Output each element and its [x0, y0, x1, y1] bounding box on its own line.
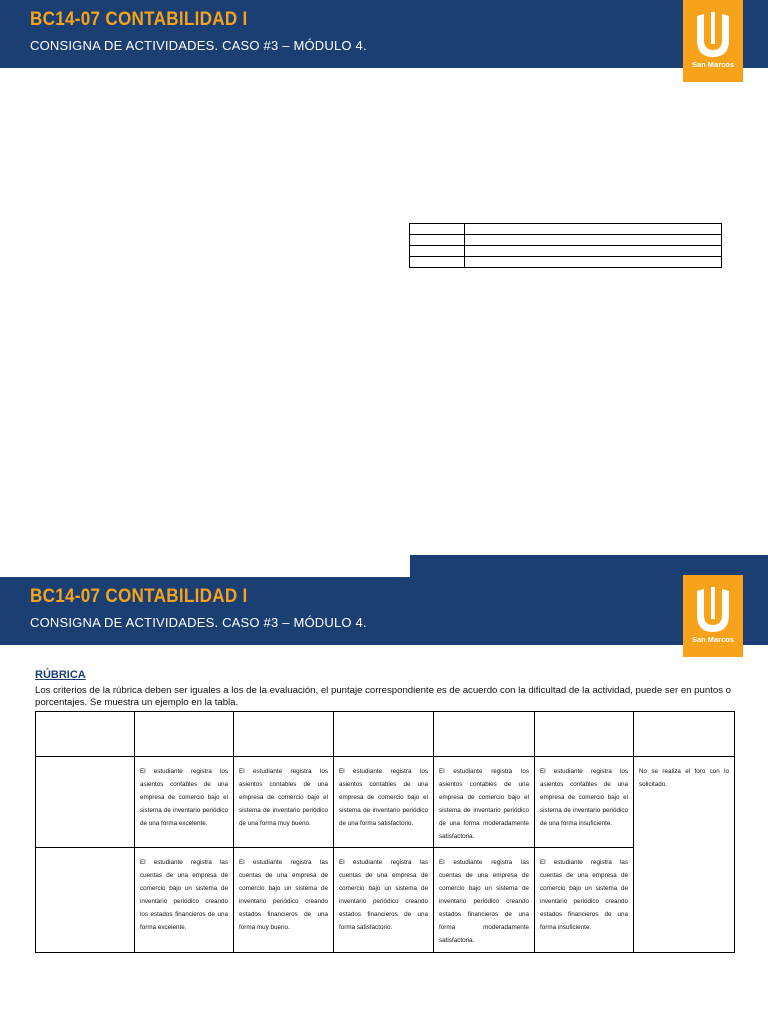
- u-logo-icon: [693, 585, 733, 633]
- logo-text: San Marcos: [691, 635, 735, 644]
- header-tab-2: [410, 555, 768, 577]
- u-logo-icon: [693, 10, 733, 58]
- course-code: BC14-07 CONTABILIDAD I: [30, 586, 248, 607]
- rubric-cell: El estudiante registra los asientos contables de una empresa de comercio bajo el sistema de inventario periódico de una forma muy bueno.: [234, 757, 334, 848]
- rubric-cell: El estudiante registra los asientos contables de una empresa de comercio bajo el sistema de inventario periódico de una forma moderadamente satisfactoria.: [434, 757, 535, 848]
- table-row: [36, 712, 735, 757]
- page-subtitle: CONSIGNA DE ACTIVIDADES. CASO #3 – MÓDULO 4.: [30, 615, 367, 630]
- rubric-table: [35, 711, 735, 953]
- table-row: [410, 235, 722, 246]
- table-row: [410, 246, 722, 257]
- rubric-intro: Los criterios de la rúbrica deben ser iguales a los de la evaluación, el puntaje correspondiente es de acuerdo con la dificultad de la actividad, puede ser en puntos o porcentajes. Se muestra un ejemplo en la tabla.: [35, 685, 731, 708]
- logo-text: San Marcos: [691, 60, 735, 69]
- header-banner-1: [0, 0, 768, 68]
- table-row: [410, 224, 722, 235]
- page-subtitle: CONSIGNA DE ACTIVIDADES. CASO #3 – MÓDULO 4.: [30, 38, 367, 53]
- san-marcos-logo: [683, 575, 743, 657]
- rubric-cell: El estudiante registra las cuentas de una empresa de comercio bajo un sistema de inventario periódico creando los estados financieros de una forma excelente.: [135, 848, 234, 952]
- table-row: [36, 757, 735, 848]
- empty-table: [409, 223, 722, 268]
- rubric-cell: El estudiante registra las cuentas de una empresa de comercio bajo un sistema de inventario periódico creando estados financieros de una forma insuficiente.: [535, 848, 634, 952]
- table-row: [410, 257, 722, 268]
- rubric-cell: El estudiante registra las cuentas de una empresa de comercio bajo un sistema de inventario periódico creando estados financieros de una forma moderadamente satisfactoria.: [434, 848, 535, 952]
- table-row: [36, 848, 735, 952]
- header-banner-2: [0, 577, 768, 645]
- rubric-cell: El estudiante registra las cuentas de una empresa de comercio bajo un sistema de inventario periódico creando estados financieros de una forma muy bueno.: [234, 848, 334, 952]
- rubric-cell: El estudiante registra los asientos contables de una empresa de comercio bajo el sistema de inventario periódico de una forma satisfactorio.: [334, 757, 434, 848]
- rubric-cell: El estudiante registra los asientos contables de una empresa de comercio bajo el sistema de inventario periódico de una forma excelente.: [135, 757, 234, 848]
- course-code: BC14-07 CONTABILIDAD I: [30, 9, 248, 30]
- san-marcos-logo: [683, 0, 743, 82]
- rubric-title: RÚBRICA: [35, 669, 86, 681]
- rubric-cell: El estudiante registra los asientos contables de una empresa de comercio bajo el sistema de inventario periódico de una forma insuficiente.: [535, 757, 634, 848]
- rubric-cell-no-forum: No se realiza el foro con lo solicitado.: [634, 757, 735, 953]
- rubric-cell: El estudiante registra las cuentas de una empresa de comercio bajo un sistema de inventario periódico creando estados financieros de una forma satisfactorio.: [334, 848, 434, 952]
